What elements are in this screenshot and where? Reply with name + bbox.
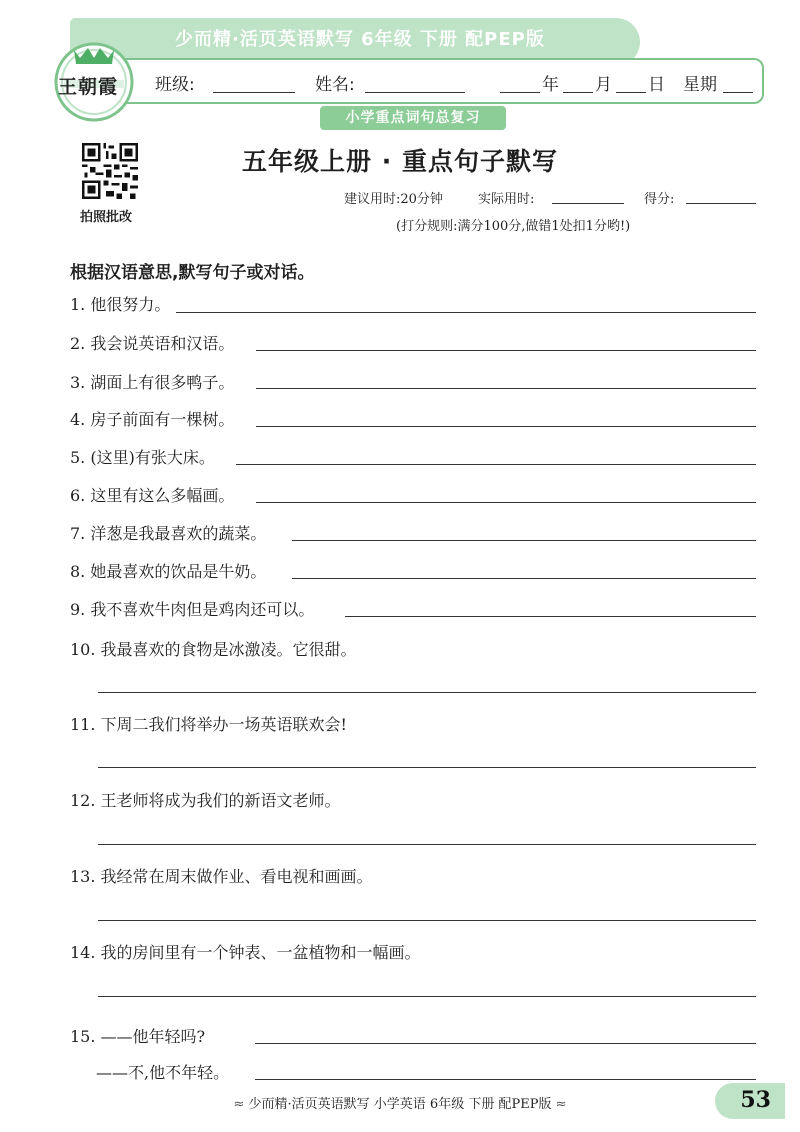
year-label: 年 (542, 75, 559, 95)
answer-line[interactable] (256, 426, 756, 427)
answer-line[interactable] (345, 616, 756, 617)
answer-line[interactable] (255, 1079, 756, 1080)
answer-line[interactable] (256, 388, 756, 389)
question-item: 3. 湖面上有很多鸭子。 (70, 373, 235, 392)
question-item: 8. 她最喜欢的饮品是牛奶。 (70, 562, 267, 581)
answer-line[interactable] (256, 502, 756, 503)
page-footer (0, 1093, 800, 1115)
question-item: ——不,他不年轻。 (96, 1063, 230, 1082)
score-line[interactable] (686, 203, 756, 204)
instruction: 根据汉语意思,默写句子或对话。 (70, 263, 315, 283)
answer-line[interactable] (256, 350, 756, 351)
year-input-line[interactable] (500, 92, 540, 93)
brand-name: 王朝霞 (58, 76, 119, 98)
actual-time-label: 实际用时: (478, 192, 535, 207)
question-item: 13. 我经常在周末做作业、看电视和画画。 (70, 867, 373, 886)
question-item: 6. 这里有这么多幅画。 (70, 486, 235, 505)
answer-line[interactable] (98, 996, 756, 997)
answer-line[interactable] (292, 540, 756, 541)
class-input-line[interactable] (213, 92, 295, 93)
student-info-row (155, 70, 755, 96)
footer-text: 少而精·活页英语默写 小学英语 6年级 下册 配PEP版 (248, 1097, 552, 1112)
class-label: 班级: (155, 75, 195, 95)
day-input-line[interactable] (616, 92, 646, 93)
page-number: 53 (740, 1087, 771, 1113)
answer-line[interactable] (255, 1043, 756, 1044)
answer-line[interactable] (292, 578, 756, 579)
scoring-rule: (打分规则:满分100分,做错1处扣1分哟!) (396, 219, 631, 234)
name-label: 姓名: (315, 75, 355, 95)
name-input-line[interactable] (365, 92, 465, 93)
question-item: 5. (这里)有张大床。 (70, 448, 215, 467)
question-item: 10. 我最喜欢的食物是冰激凌。它很甜。 (70, 640, 357, 659)
question-item: 15. ——他年轻吗? (70, 1027, 206, 1046)
question-item: 12. 王老师将成为我们的新语文老师。 (70, 791, 341, 810)
question-item: 1. 他很努力。 (70, 295, 171, 314)
answer-line[interactable] (98, 844, 756, 845)
weekday-input-line[interactable] (723, 92, 753, 93)
question-item: 2. 我会说英语和汉语。 (70, 334, 235, 353)
wave-icon: ≈ (551, 1097, 567, 1112)
qr-caption: 拍照批改 (80, 210, 133, 225)
weekday-label: 星期 (683, 75, 717, 95)
section-tab: 小学重点词句总复习 (320, 106, 506, 130)
answer-line[interactable] (98, 692, 756, 693)
answer-line[interactable] (176, 312, 756, 313)
page-number-tab (715, 1083, 785, 1119)
month-input-line[interactable] (563, 92, 593, 93)
timing-row (344, 188, 764, 208)
question-item: 9. 我不喜欢牛肉但是鸡肉还可以。 (70, 600, 315, 619)
score-label: 得分: (644, 192, 675, 207)
page-title: 五年级上册 · 重点句子默写 (242, 147, 558, 176)
wave-icon: ≈ (233, 1097, 249, 1112)
answer-line[interactable] (98, 920, 756, 921)
answer-line[interactable] (236, 464, 756, 465)
question-item: 14. 我的房间里有一个钟表、一盆植物和一幅画。 (70, 943, 421, 962)
day-label: 日 (648, 75, 665, 95)
banner-title: 少而精·活页英语默写 6年级 下册 配PEP版 (175, 29, 545, 50)
question-item: 4. 房子前面有一棵树。 (70, 410, 235, 429)
question-item: 11. 下周二我们将举办一场英语联欢会! (70, 715, 347, 734)
answer-line[interactable] (98, 767, 756, 768)
question-item: 7. 洋葱是我最喜欢的蔬菜。 (70, 524, 267, 543)
month-label: 月 (595, 75, 612, 95)
actual-time-line[interactable] (552, 203, 624, 204)
suggested-time: 建议用时:20分钟 (344, 192, 443, 207)
